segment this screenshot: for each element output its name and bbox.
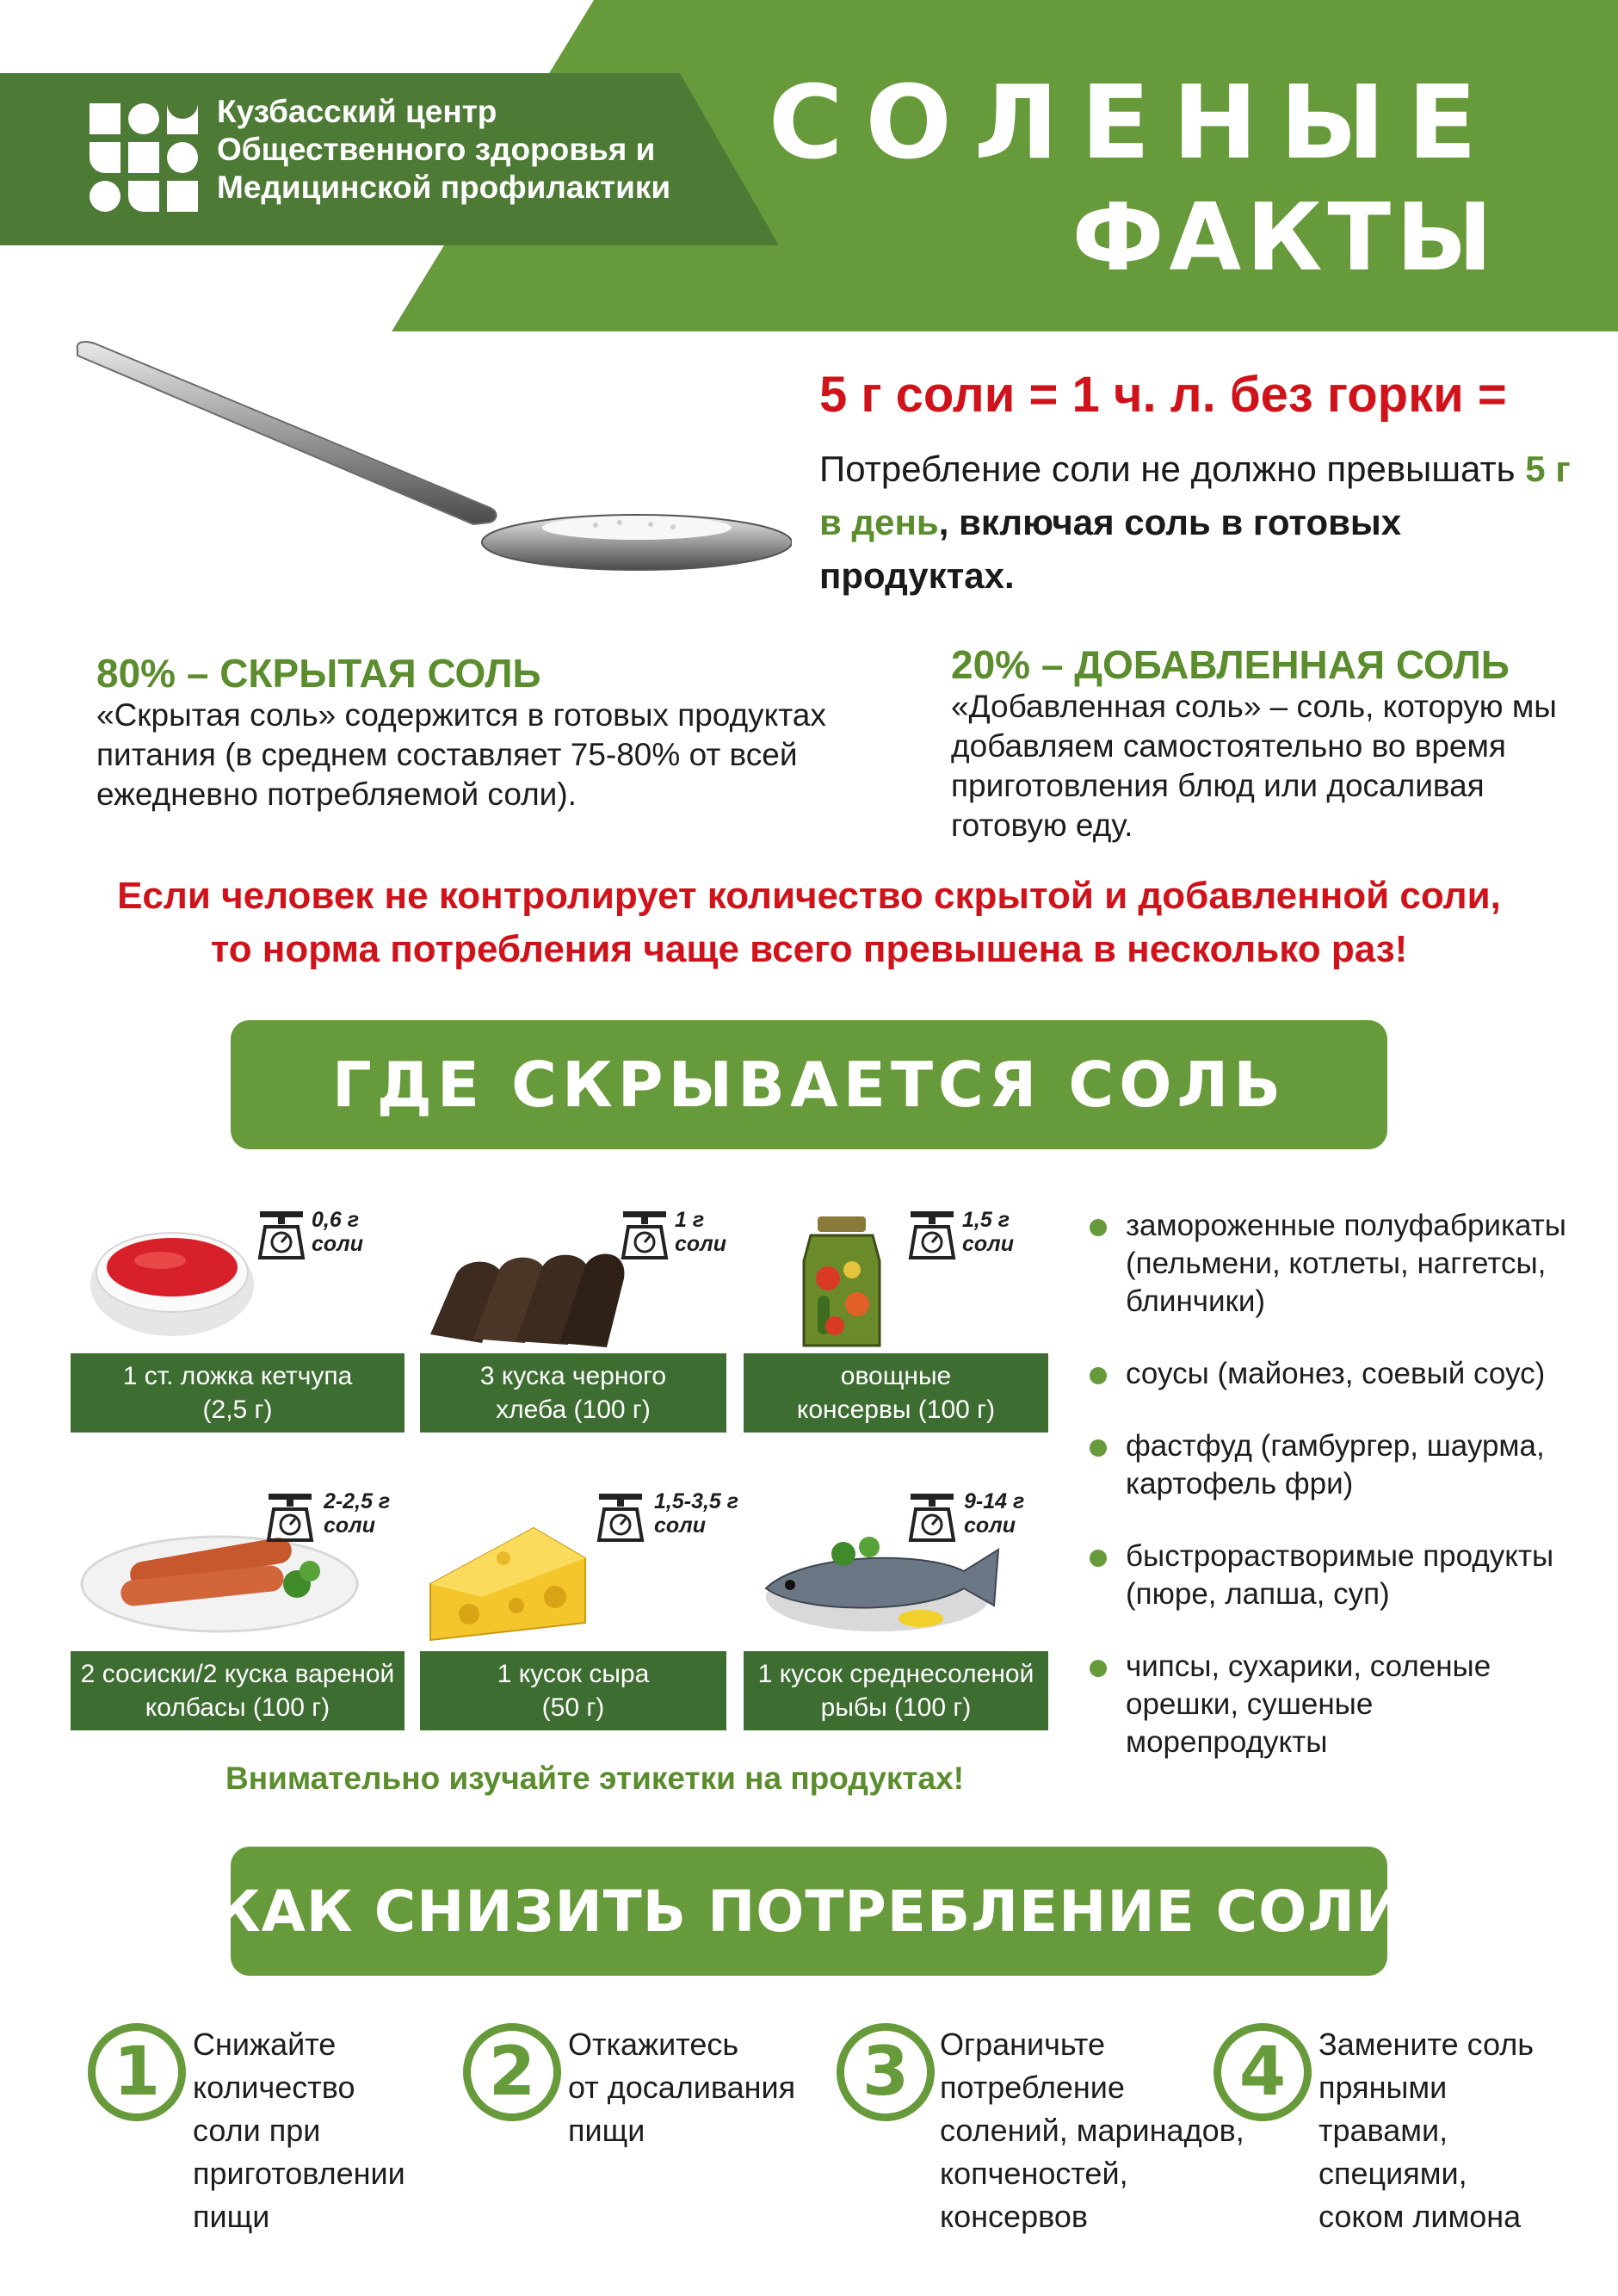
list-item: [1086, 1427, 1577, 1503]
organization-logo-icon: [88, 102, 200, 214]
food-label-line: рыбы (100 г): [820, 1693, 972, 1722]
hidden-salt-text: «Скрытая соль» содержится в готовых продуктах питания (в среднем составляет 75-80% от всей ежедневно потребляемой соли).: [96, 697, 826, 812]
salt-spoon-image: [69, 331, 792, 581]
hidden-salt-products-list: [1086, 1207, 1577, 1796]
how-to-reduce-banner: КАК СНИЗИТЬ ПОТРЕБЛЕНИЕ СОЛИ: [231, 1847, 1387, 1976]
scale-icon: [255, 1210, 308, 1259]
food-label-line: колбасы (100 г): [145, 1693, 330, 1722]
step-number-icon: 4: [1214, 2023, 1312, 2121]
bullet-icon: [1090, 1660, 1107, 1677]
intro-text: [819, 442, 1577, 603]
salt-amount: 9-14 г: [964, 1489, 1025, 1513]
intro-text-part: Потребление соли не должно превышать: [819, 449, 1526, 489]
step-number-icon: 3: [837, 2023, 935, 2121]
scale-icon: [618, 1210, 671, 1259]
step-number-icon: 1: [88, 2023, 186, 2121]
food-label-line: (2,5 г): [202, 1396, 273, 1424]
list-item-line: фастфуд (гамбургер, шаурма,: [1126, 1429, 1545, 1463]
step-line: Откажитесь: [568, 2027, 739, 2062]
bullet-icon: [1090, 1439, 1107, 1457]
added-salt-title: 20% – ДОБАВЛЕННАЯ СОЛЬ: [951, 642, 1510, 687]
salt-unit: соли: [654, 1513, 706, 1538]
step-line: Снижайте: [193, 2027, 337, 2062]
food-label: [744, 1353, 1048, 1433]
salt-unit: соли: [962, 1232, 1014, 1256]
salt-amount-label: [324, 1489, 390, 1538]
org-name-line: Общественного здоровья и: [217, 132, 656, 167]
salt-amount-label: [654, 1489, 738, 1538]
page-title-line1: СОЛЕНЫЕ: [768, 63, 1499, 182]
salt-equation: 5 г соли = 1 ч. л. без горки =: [819, 367, 1507, 423]
salt-amount-label: [964, 1489, 1024, 1538]
step-text: [193, 2023, 405, 2238]
warning-line: то норма потребления чаще всего превышена в несколько раз!: [210, 928, 1408, 970]
salt-unit: соли: [675, 1232, 726, 1256]
page-title-line2: ФАКТЫ: [1071, 184, 1498, 292]
food-label-line: консервы (100 г): [796, 1396, 996, 1424]
salt-amount-label: [962, 1208, 1014, 1256]
food-label: [744, 1651, 1048, 1730]
list-item-line: замороженные полуфабрикаты: [1126, 1209, 1566, 1242]
salt-unit: соли: [964, 1513, 1016, 1538]
step-line: пищи: [193, 2199, 270, 2234]
org-name-line: Медицинской профилактики: [217, 170, 671, 205]
list-item-line: быстрорастворимые продукты: [1126, 1539, 1554, 1573]
step-line: специями,: [1318, 2156, 1467, 2191]
food-label-line: 2 сосиски/2 куска вареной: [80, 1660, 395, 1688]
food-label-line: овощные: [840, 1362, 952, 1390]
scale-icon: [905, 1492, 959, 1542]
step-text: [940, 2023, 1244, 2238]
list-item-line: картофель фри): [1126, 1467, 1354, 1501]
list-item-line: орешки, сушеные: [1126, 1687, 1374, 1721]
food-label-line: 1 кусок сыра: [497, 1660, 650, 1688]
step-line: количество: [193, 2070, 355, 2105]
bullet-icon: [1090, 1367, 1107, 1384]
step-line: пищи: [568, 2113, 645, 2148]
food-label: [71, 1353, 404, 1433]
step-line: солений, маринадов,: [940, 2113, 1244, 2148]
step-line: травами,: [1318, 2113, 1448, 2148]
list-item: [1086, 1538, 1577, 1613]
food-label: [71, 1651, 404, 1730]
where-salt-hides-banner: ГДЕ СКРЫВАЕТСЯ СОЛЬ: [231, 1020, 1387, 1149]
food-label-line: 3 куска черного: [479, 1362, 667, 1390]
added-salt-text: «Добавленная соль» – соль, которую мы добавляем самостоятельно во время приготовления блюд или досаливая готовую еду.: [951, 689, 1557, 843]
salt-unit: соли: [324, 1513, 375, 1538]
step-line: консервов: [940, 2199, 1088, 2234]
food-label: [420, 1651, 726, 1730]
list-item-line: блинчики): [1126, 1284, 1266, 1318]
scale-icon: [594, 1492, 647, 1542]
salt-amount: 2-2,5 г: [324, 1489, 391, 1513]
bullet-icon: [1090, 1219, 1107, 1236]
daily-limit-highlight: 5 г в день: [819, 449, 1571, 542]
step-line: соли при: [193, 2113, 321, 2148]
food-label-line: 1 ст. ложка кетчупа: [122, 1362, 353, 1390]
hidden-salt-title: 80% – СКРЫТАЯ СОЛЬ: [96, 651, 541, 696]
step-text: [1318, 2023, 1534, 2238]
list-item-line: морепродукты: [1126, 1725, 1328, 1759]
step-line: соком лимона: [1318, 2199, 1522, 2234]
step-number-icon: 2: [463, 2023, 561, 2121]
food-label: [420, 1353, 726, 1433]
food-label-line: 1 кусок среднесоленой: [757, 1660, 1034, 1688]
scale-icon: [263, 1492, 317, 1542]
organization-name: [217, 93, 670, 207]
step-text: [568, 2023, 795, 2152]
food-label-line: хлеба (100 г): [496, 1396, 651, 1424]
salt-amount: 1,5 г: [962, 1208, 1010, 1232]
step-line: от досаливания: [568, 2070, 796, 2105]
step-line: приготовлении: [193, 2156, 405, 2191]
list-item-line: соусы (майонез, соевый соус): [1126, 1357, 1546, 1390]
salt-amount: 0,6 г: [312, 1208, 360, 1232]
warning-text: [0, 870, 1618, 976]
warning-line: Если человек не контролирует количество скрытой и добавленной соли,: [117, 875, 1501, 917]
salt-unit: соли: [312, 1232, 363, 1256]
list-item-line: (пельмени, котлеты, наггетсы,: [1126, 1247, 1547, 1280]
step-line: Ограничьте: [940, 2027, 1105, 2062]
step-line: потребление: [940, 2070, 1125, 2105]
food-label-line: (50 г): [541, 1693, 605, 1722]
list-item: [1086, 1355, 1577, 1393]
bullet-icon: [1090, 1550, 1107, 1567]
salt-amount: 1 г: [675, 1208, 705, 1232]
step-line: Замените соль: [1318, 2027, 1535, 2062]
step-line: пряными: [1318, 2070, 1448, 2105]
salt-amount-label: [312, 1208, 363, 1256]
salt-amount-label: [675, 1208, 726, 1256]
study-labels-note: Внимательно изучайте этикетки на продуктах!: [225, 1761, 965, 1796]
list-item: [1086, 1648, 1577, 1761]
list-item: [1086, 1207, 1577, 1321]
step-line: копченостей,: [940, 2156, 1128, 2191]
org-name-line: Кузбасский центр: [217, 94, 497, 129]
intro-text-bold: , включая соль в готовых продуктах.: [819, 502, 1402, 596]
list-item-line: (пюре, лапша, суп): [1126, 1577, 1390, 1611]
salt-amount: 1,5-3,5 г: [654, 1489, 739, 1513]
scale-icon: [905, 1210, 959, 1259]
list-item-line: чипсы, сухарики, соленые: [1126, 1649, 1491, 1683]
